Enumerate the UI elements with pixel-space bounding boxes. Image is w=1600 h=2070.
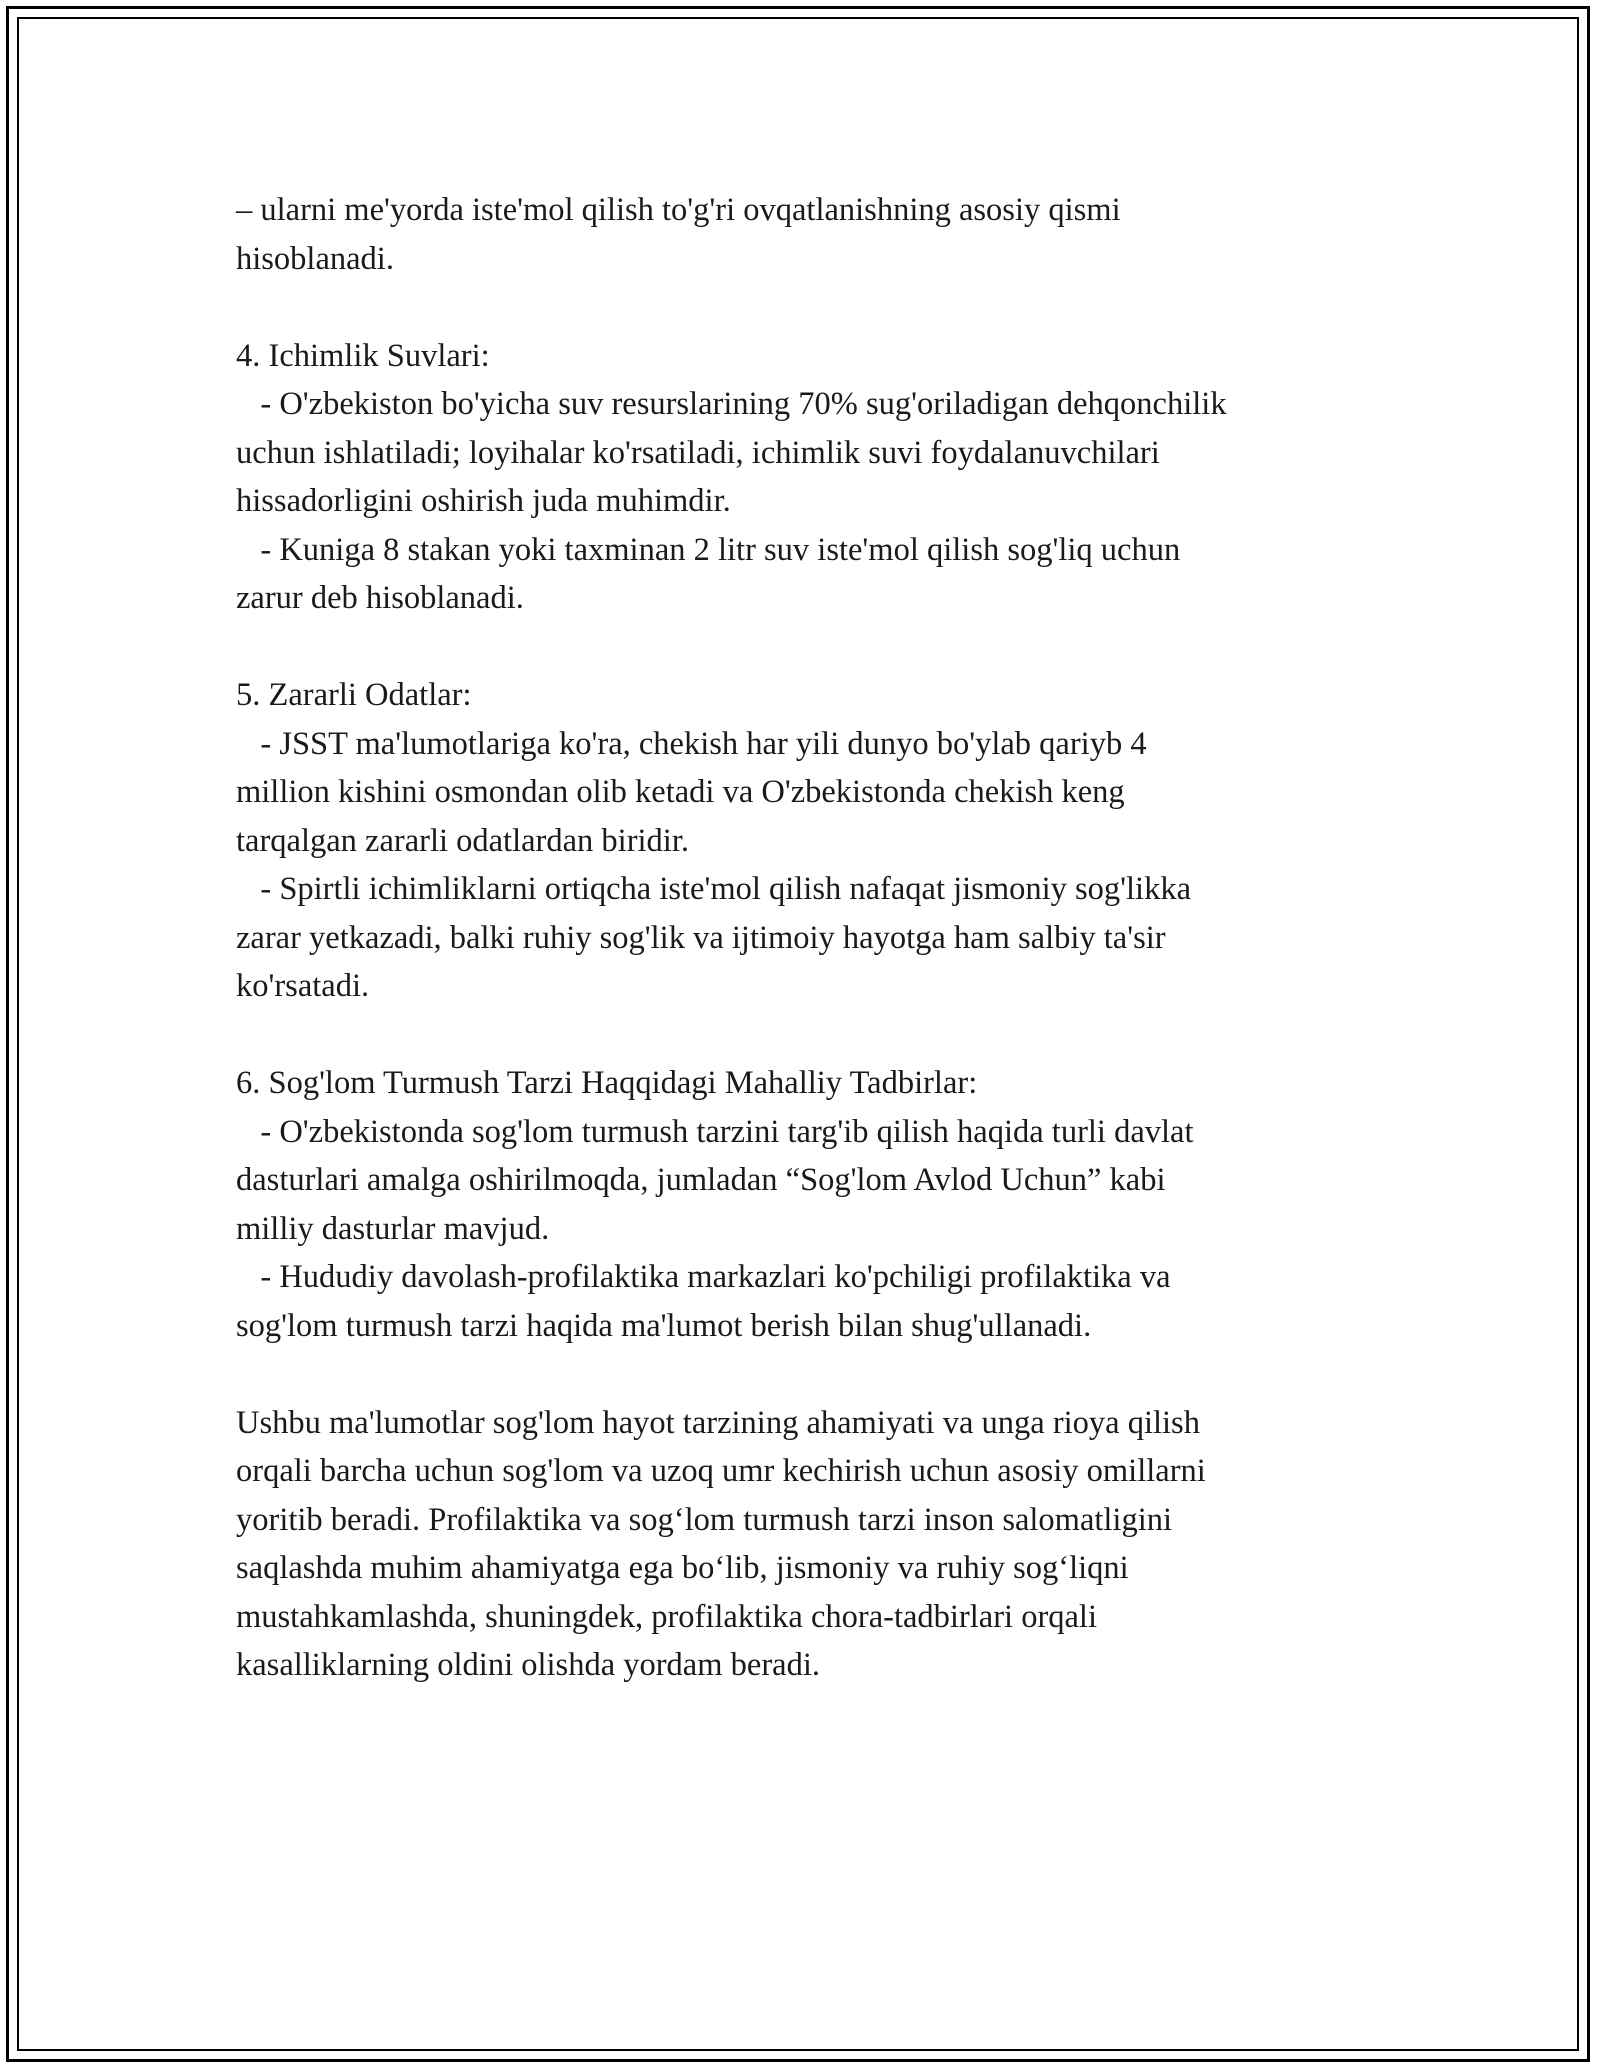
section-line: sog'lom turmush tarzi haqida ma'lumot berish bilan shug'ullanadi. [236, 1307, 1092, 1344]
section-line: - Spirtli ichimliklarni ortiqcha iste'mol qilish nafaqat jismoniy sog'likka [236, 871, 1191, 907]
section-line: - O'zbekistonda sog'lom turmush tarzini targ'ib qilish haqida turli davlat [236, 1113, 1194, 1150]
section-line: ko'rsatadi. [236, 968, 370, 1004]
intro-paragraph [236, 186, 1366, 283]
section-heading: 4. Ichimlik Suvlari: [236, 337, 490, 374]
conclusion-line: yoritib beradi. Profilaktika va sog‘lom turmush tarzi inson salomatligini [236, 1501, 1173, 1538]
paragraph-spacer [236, 283, 1366, 332]
section-local-events [236, 1059, 1366, 1350]
intro-line: – ularni me'yorda iste'mol qilish to'g'ri ovqatlanishning asosiy qismi [236, 192, 1121, 228]
section-line: - Kuniga 8 stakan yoki taxminan 2 litr suv iste'mol qilish sog'liq uchun [236, 531, 1181, 568]
section-line: - Hududiy davolash-profilaktika markazlari ko'pchiligi profilaktika va [236, 1259, 1171, 1295]
paragraph-spacer [236, 623, 1366, 672]
conclusion-line: mustahkamlashda, shuningdek, profilaktika chora-tadbirlari orqali [236, 1598, 1097, 1635]
section-line: million kishini osmondan olib ketadi va O'zbekistonda chekish keng [236, 774, 1125, 810]
section-heading: 6. Sog'lom Turmush Tarzi Haqqidagi Mahalliy Tadbirlar: [236, 1065, 978, 1101]
section-line: zarur deb hisoblanadi. [236, 580, 524, 616]
document-body [236, 186, 1366, 1690]
section-line: - O'zbekiston bo'yicha suv resurslarining 70% sug'oriladigan dehqonchilik [236, 386, 1227, 422]
section-line: dasturlari amalga oshirilmoqda, jumladan “Sog'lom Avlod Uchun” kabi [236, 1162, 1166, 1198]
section-line: hissadorligini oshirish juda muhimdir. [236, 483, 731, 519]
conclusion-line: kasalliklarning oldini olishda yordam beradi. [236, 1647, 820, 1683]
section-heading: 5. Zararli Odatlar: [236, 677, 472, 713]
section-harmful-habits [236, 671, 1366, 1011]
conclusion-line: orqali barcha uchun sog'lom va uzoq umr kechirish uchun asosiy omillarni [236, 1453, 1206, 1489]
conclusion-line: saqlashda muhim ahamiyatga ega bo‘lib, jismoniy va ruhiy sog‘liqni [236, 1550, 1129, 1586]
intro-line: hisoblanadi. [236, 240, 394, 277]
paragraph-spacer [236, 1350, 1366, 1399]
section-drinking-water [236, 332, 1366, 623]
conclusion-line: Ushbu ma'lumotlar sog'lom hayot tarzining ahamiyati va unga rioya qilish [236, 1404, 1200, 1441]
paragraph-spacer [236, 1011, 1366, 1060]
section-line: zarar yetkazadi, balki ruhiy sog'lik va ijtimoiy hayotga ham salbiy ta'sir [236, 919, 1166, 956]
section-line: - JSST ma'lumotlariga ko'ra, chekish har yili dunyo bo'ylab qariyb 4 [236, 725, 1147, 762]
conclusion-paragraph [236, 1399, 1366, 1690]
section-line: tarqalgan zararli odatlardan biridir. [236, 822, 689, 859]
section-line: uchun ishlatiladi; loyihalar ko'rsatiladi, ichimlik suvi foydalanuvchilari [236, 434, 1160, 471]
section-line: milliy dasturlar mavjud. [236, 1210, 550, 1247]
